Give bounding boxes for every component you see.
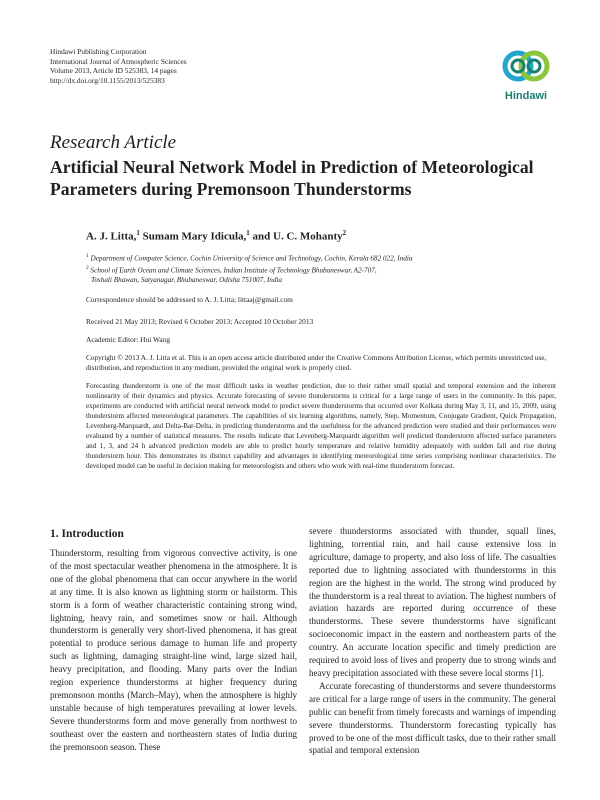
section-heading: 1. Introduction xyxy=(50,528,124,540)
logo-text: Hindawi xyxy=(504,90,548,102)
copyright-notice: Copyright © 2013 A. J. Litta et al. This is an open access article distributed under the Creative Commons Attribution License, which permits unrestricted use, distribution, and reproduction in any medium, provided the original work is properly cited. xyxy=(86,353,547,372)
body-paragraph: Thunderstorm, resulting from vigorous convective activity, is one of the most spectacular weather phenomena in the atmosphere. It is one of the global phenomena that can occur anywhere in the world at any time. It is also known as lightning storm or hailstorm. This storm is a form of weather characteristic containing strong wind, lightning, heavy rain, and sometimes snow or hail. Although thunderstorm is generally very short-lived phenomena, it has great potential to produce serious damage to human life and property such as lightning, damaging straight-line wind, large sized hail, heavy precipitation, and flooding. Many parts over the Indian region experience thunderstorms at higher frequency during premonsoon months (March–May), when the atmosphere is highly unstable because of high temperatures prevailing at lower levels. Severe thunderstorms form and move generally from northwest to southeast over the eastern and northeastern states of India during the premonsoon season. These xyxy=(50,548,297,752)
affiliation-1 xyxy=(86,252,412,264)
author-affil-mark: 2 xyxy=(342,229,347,237)
article-type: Research Article xyxy=(50,132,177,153)
affil-mark: 1 xyxy=(86,253,89,259)
affiliation-2-line2: Toshali Bhawan, Satyanagar, Bhubaneswar, Odisha 751007, India xyxy=(91,275,283,284)
paper-title: Artificial Neural Network Model in Prediction of Meteorological Parameters during Premonsoon Thunderstorms xyxy=(50,157,534,199)
affil-mark: 2 xyxy=(86,264,89,271)
correspondence: Correspondence should be addressed to A. J. Litta; littaaj@gmail.com xyxy=(86,295,293,304)
affiliation-text: Department of Computer Science, Cochin University of Science and Technology, Cochin, Kerala 682 022, India xyxy=(90,254,413,263)
publisher: Hindawi Publishing Corporation xyxy=(50,47,147,56)
abstract: Forecasting thunderstorm is one of the most difficult tasks in weather prediction, due to their rather small spatial and temporal extension and the inherent nonlinearity of their dynamics and physics. Accurate forecasting of severe thunderstorms is critical for a large range of users in the community. In this paper, experiments are conducted with artificial neural network model to predict severe thunderstorms that occurred over Kolkata during May 3, 11, and 15, 2009, using thunderstorm affected meteorological parameters. The capabilities of six learning algorithms, namely, Step, Momentum, Conjugate Gradient, Quick Propagation, Levenberg-Marquardt, and Delta-Bar-Delta, in predicting thunderstorms and the usefulness for the advanced prediction were studied and their performances were evaluated by a number of statistical measures. The results indicate that Levenberg-Marquardt algorithm well predicted thunderstorm affected surface parameters and 1, 3, and 24 h advanced prediction models are able to predict hourly temperature and relative humidity adequately with sudden fall and rise during thunderstorm hour. This demonstrates its distinct capability and advantages in identifying meteorological time series comprising nonlinear characteristics. The developed model can be useful in decision making for meteorologists and others who work with real-time thunderstorm forecast. xyxy=(86,382,556,471)
author-list xyxy=(86,229,346,243)
body-paragraph: Accurate forecasting of thunderstorms and severe thunderstorms are critical for a large range of users in the community. The general public can benefit from timely forecasts and warnings of impending severe thunderstorms. Thunderstorm forecasting typically has proved to be one of the most difficult tasks, due to their rather small spatial and temporal extension xyxy=(309,680,556,756)
affiliations xyxy=(86,252,412,286)
journal-info xyxy=(50,47,187,86)
body-paragraph: severe thunderstorms associated with thunder, squall lines, lightning, torrential rain, and hail cause extensive loss in agriculture, damage to property, and also loss of life. The casualties reported due to lightning associated with thunderstorms in this region are the highest in the world. The strong wind produced by the thunderstorm is a real threat to aviation. The highest numbers of aviation hazards are reported during occurrence of these thunderstorms. These severe thunderstorms have significant socioeconomic impact in the eastern and northeastern parts of the country. An accurate location specific and timely prediction are required to avoid loss of lives and property due to strong winds and heavy precipitation associated with these severe local storms [1]. xyxy=(309,526,556,678)
author-name: and U. C. Mohanty xyxy=(252,230,343,243)
author-affil-mark: 1 xyxy=(136,229,140,237)
hindawi-rings-logo-icon xyxy=(491,44,561,90)
author-name: A. J. Litta, xyxy=(86,230,137,243)
doi-link[interactable]: http://dx.doi.org/10.1155/2013/525383 xyxy=(50,76,165,86)
author-affil-mark: 1 xyxy=(246,229,250,237)
author-name: Sumam Mary Idicula, xyxy=(142,230,247,243)
hindawi-logo xyxy=(491,44,561,106)
body-column-right xyxy=(309,525,556,757)
article-dates: Received 21 May 2013; Revised 6 October 2013; Accepted 10 October 2013 xyxy=(86,317,314,326)
affiliation-2 xyxy=(86,264,412,276)
academic-editor: Academic Editor: Hui Wang xyxy=(86,335,171,344)
affiliation-text: School of Earth Ocean and Climate Sciences, Indian Institute of Technology Bhubaneswar, A2-707, xyxy=(90,266,377,275)
journal-name: International Journal of Atmospheric Sciences xyxy=(50,56,187,66)
volume-info: Volume 2013, Article ID 525383, 14 pages xyxy=(50,66,177,76)
body-column-left xyxy=(50,547,297,754)
